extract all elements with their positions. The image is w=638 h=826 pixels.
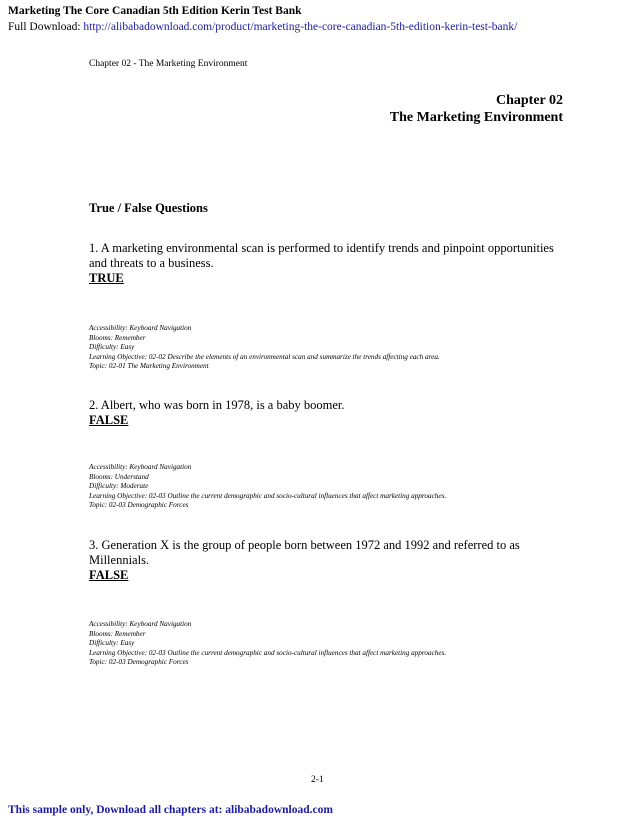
meta-difficulty: Difficulty: Easy — [89, 639, 135, 648]
meta-accessibility: Accessibility: Keyboard Navigation — [89, 463, 192, 471]
meta-difficulty: Difficulty: Moderate — [89, 482, 149, 491]
meta-learning-objective: Learning Objective: 02-03 Outline the current demographic and socio-cultural influences that affect marketing approaches. — [89, 491, 447, 500]
meta-difficulty: Difficulty: Easy — [89, 343, 135, 352]
answer: FALSE — [89, 568, 129, 582]
question-text: 3. Generation X is the group of people born between 1972 and 1992 and referred to as Millennials. — [89, 538, 520, 567]
download-link[interactable]: http://alibabadownload.com/product/marketing-the-core-canadian-5th-edition-kerin-test-bank/ — [83, 21, 518, 33]
question-1 — [89, 241, 569, 286]
chapter-heading — [390, 92, 563, 126]
download-line — [8, 21, 517, 33]
running-header: Chapter 02 - The Marketing Environment — [89, 59, 248, 69]
meta-topic: Topic: 02-03 Demographic Forces — [89, 501, 189, 510]
question-3 — [89, 538, 569, 583]
chapter-title: The Marketing Environment — [389, 110, 563, 125]
meta-topic: Topic: 02-03 Demographic Forces — [89, 658, 189, 667]
question-1-meta — [89, 324, 569, 372]
question-text: 2. Albert, who was born in 1978, is a baby boomer. — [89, 398, 345, 412]
meta-topic: Topic: 02-01 The Marketing Environment — [89, 362, 209, 371]
section-title: True / False Questions — [89, 201, 208, 215]
meta-learning-objective: Learning Objective: 02-02 Describe the elements of an environmental scan and summarize the trends affecting each area. — [89, 352, 440, 361]
answer: TRUE — [89, 271, 124, 285]
page-number: 2-1 — [311, 775, 324, 785]
answer: FALSE — [89, 413, 129, 427]
meta-accessibility: Accessibility: Keyboard Navigation — [89, 324, 192, 332]
question-3-meta — [89, 620, 569, 668]
banner-title: Marketing The Core Canadian 5th Edition Kerin Test Bank — [8, 5, 302, 17]
footer-banner[interactable]: This sample only, Download all chapters at: alibabadownload.com — [8, 804, 333, 816]
meta-blooms: Blooms: Understand — [89, 472, 149, 481]
meta-learning-objective: Learning Objective: 02-03 Outline the current demographic and socio-cultural influences that affect marketing approaches. — [89, 648, 447, 657]
meta-blooms: Blooms: Remember — [89, 333, 146, 342]
question-2-meta — [89, 463, 569, 511]
download-label: Full Download: — [8, 21, 81, 33]
meta-blooms: Blooms: Remember — [89, 629, 146, 638]
question-text: 1. A marketing environmental scan is performed to identify trends and pinpoint opportunities and threats to a business. — [89, 241, 554, 270]
question-2 — [89, 398, 569, 428]
meta-accessibility: Accessibility: Keyboard Navigation — [89, 620, 192, 628]
chapter-number: Chapter 02 — [495, 93, 563, 108]
